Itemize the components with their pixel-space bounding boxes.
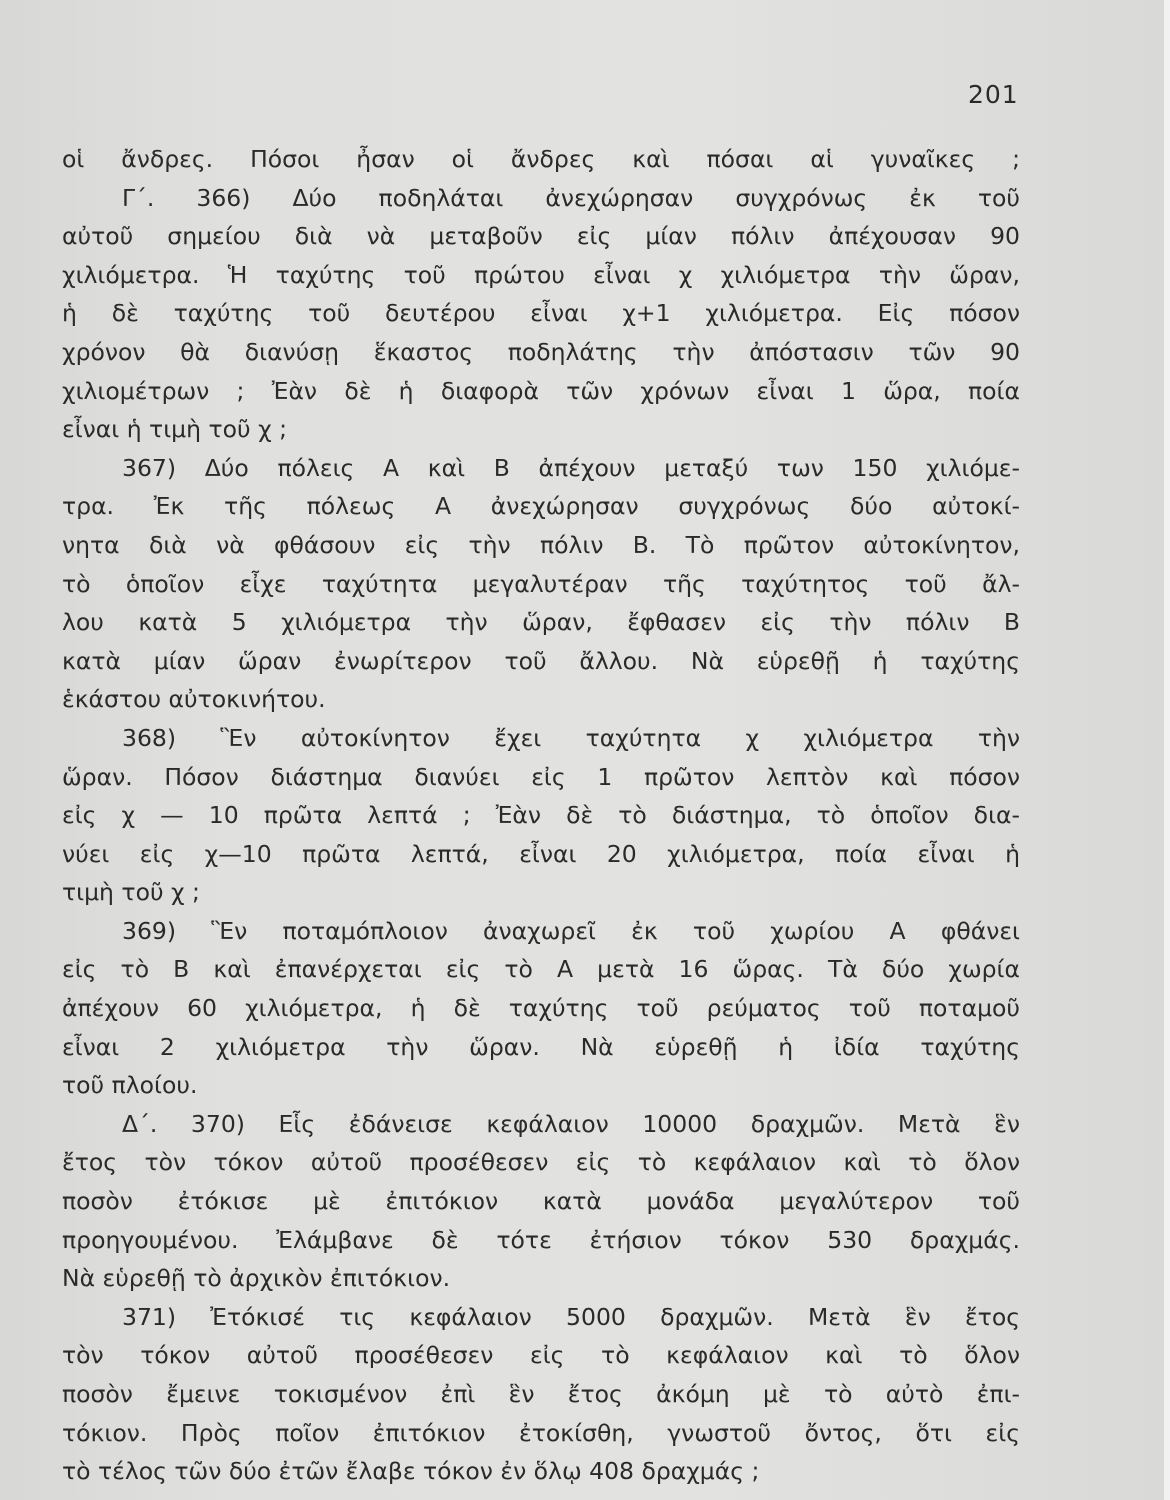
text-line: χρόνον θὰ διανύσῃ ἕκαστος ποδηλάτης τὴν ἀπόστασιν τῶν 90	[62, 337, 1020, 366]
text-line: ἡ δὲ ταχύτης τοῦ δευτέρου εἶναι χ+1 χιλιόμετρα. Εἰς πόσον	[62, 299, 1020, 328]
text-line: τόκιον. Πρὸς ποῖον ἐπιτόκιον ἐτοκίσθη, γνωστοῦ ὄντος, ὅτι εἰς	[62, 1418, 1020, 1447]
text-line: εἶναι ἡ τιμὴ τοῦ χ ;	[62, 415, 288, 444]
text-line: Δ΄. 370) Εἷς ἐδάνεισε κεφάλαιον 10000 δραχμῶν. Μετὰ ἓν	[122, 1109, 1020, 1138]
text-line: οἱ ἄνδρες. Πόσοι ἦσαν οἱ ἄνδρες καὶ πόσαι αἱ γυναῖκες ;	[62, 145, 1020, 173]
text-line: τιμὴ τοῦ χ ;	[62, 878, 200, 907]
text-line: νητα διὰ νὰ φθάσουν εἰς τὴν πόλιν Β. Τὸ πρῶτον αὐτοκίνητον,	[62, 530, 1020, 559]
text-line: 367) Δύο πόλεις Α καὶ Β ἀπέχουν μεταξύ των 150 χιλιόμε-	[122, 453, 1020, 482]
text-line: κατὰ μίαν ὥραν ἐνωρίτερον τοῦ ἄλλου. Νὰ εὑρεθῇ ἡ ταχύτης	[62, 646, 1020, 675]
text-line: προηγουμένου. Ἐλάμβανε δὲ τότε ἐτήσιον τόκον 530 δραχμάς.	[62, 1225, 1020, 1254]
page-edge	[1164, 0, 1170, 1500]
text-line: Νὰ εὑρεθῇ τὸ ἀρχικὸν ἐπιτόκιον.	[62, 1264, 451, 1293]
text-line: ἑκάστου αὐτοκινήτου.	[62, 685, 326, 714]
text-line: ποσὸν ἐτόκισε μὲ ἐπιτόκιον κατὰ μονάδα μεγαλύτερον τοῦ	[62, 1187, 1020, 1216]
text-line: εἰς χ — 10 πρῶτα λεπτά ; Ἐὰν δὲ τὸ διάστημα, τὸ ὁποῖον δια-	[62, 801, 1020, 830]
text-line: νύει εἰς χ—10 πρῶτα λεπτά, εἶναι 20 χιλιόμετρα, ποία εἶναι ἡ	[62, 839, 1020, 868]
text-line: λου κατὰ 5 χιλιόμετρα τὴν ὥραν, ἔφθασεν εἰς τὴν πόλιν Β	[62, 608, 1020, 637]
text-line: χιλιομέτρων ; Ἐὰν δὲ ἡ διαφορὰ τῶν χρόνων εἶναι 1 ὥρα, ποία	[62, 376, 1020, 405]
body-text	[62, 140, 1020, 1491]
text-line: 369) Ἓν ποταμόπλοιον ἀναχωρεῖ ἐκ τοῦ χωρίου Α φθάνει	[122, 916, 1020, 945]
text-line: τοῦ πλοίου.	[62, 1071, 198, 1100]
text-line: τὸν τόκον αὐτοῦ προσέθεσεν εἰς τὸ κεφάλαιον καὶ τὸ ὅλον	[62, 1341, 1020, 1370]
text-line: χιλιόμετρα. Ἡ ταχύτης τοῦ πρώτου εἶναι χ χιλιόμετρα τὴν ὥραν,	[62, 260, 1020, 289]
page-number: 201	[968, 80, 1019, 109]
text-line: ποσὸν ἔμεινε τοκισμένον ἐπὶ ἓν ἔτος ἀκόμη μὲ τὸ αὐτὸ ἐπι-	[62, 1380, 1020, 1408]
text-line: Γ΄. 366) Δύο ποδηλάται ἀνεχώρησαν συγχρόνως ἐκ τοῦ	[122, 183, 1020, 212]
text-line: 368) Ἓν αὐτοκίνητον ἔχει ταχύτητα χ χιλιόμετρα τὴν	[122, 723, 1020, 752]
text-line: τὸ ὁποῖον εἶχε ταχύτητα μεγαλυτέραν τῆς ταχύτητος τοῦ ἄλ-	[62, 569, 1020, 598]
text-line: εἶναι 2 χιλιόμετρα τὴν ὥραν. Νὰ εὑρεθῇ ἡ ἰδία ταχύτης	[62, 1032, 1020, 1061]
text-line: ἔτος τὸν τόκον αὐτοῦ προσέθεσεν εἰς τὸ κεφάλαιον καὶ τὸ ὅλον	[62, 1148, 1020, 1177]
text-line: ἀπέχουν 60 χιλιόμετρα, ἡ δὲ ταχύτης τοῦ ρεύματος τοῦ ποταμοῦ	[62, 994, 1020, 1023]
text-line: 371) Ἐτόκισέ τις κεφάλαιον 5000 δραχμῶν. Μετὰ ἓν ἔτος	[122, 1302, 1020, 1331]
text-line: τὸ τέλος τῶν δύο ἐτῶν ἔλαβε τόκον ἐν ὅλῳ 408 δραχμάς ;	[62, 1457, 760, 1486]
text-line: αὐτοῦ σημείου διὰ νὰ μεταβοῦν εἰς μίαν πόλιν ἀπέχουσαν 90	[62, 222, 1020, 251]
text-line: εἰς τὸ Β καὶ ἐπανέρχεται εἰς τὸ Α μετὰ 16 ὥρας. Τὰ δύο χωρία	[62, 955, 1020, 984]
text-line: τρα. Ἐκ τῆς πόλεως Α ἀνεχώρησαν συγχρόνως δύο αὐτοκί-	[62, 492, 1020, 521]
text-line: ὥραν. Πόσον διάστημα διανύει εἰς 1 πρῶτον λεπτὸν καὶ πόσον	[62, 762, 1020, 791]
